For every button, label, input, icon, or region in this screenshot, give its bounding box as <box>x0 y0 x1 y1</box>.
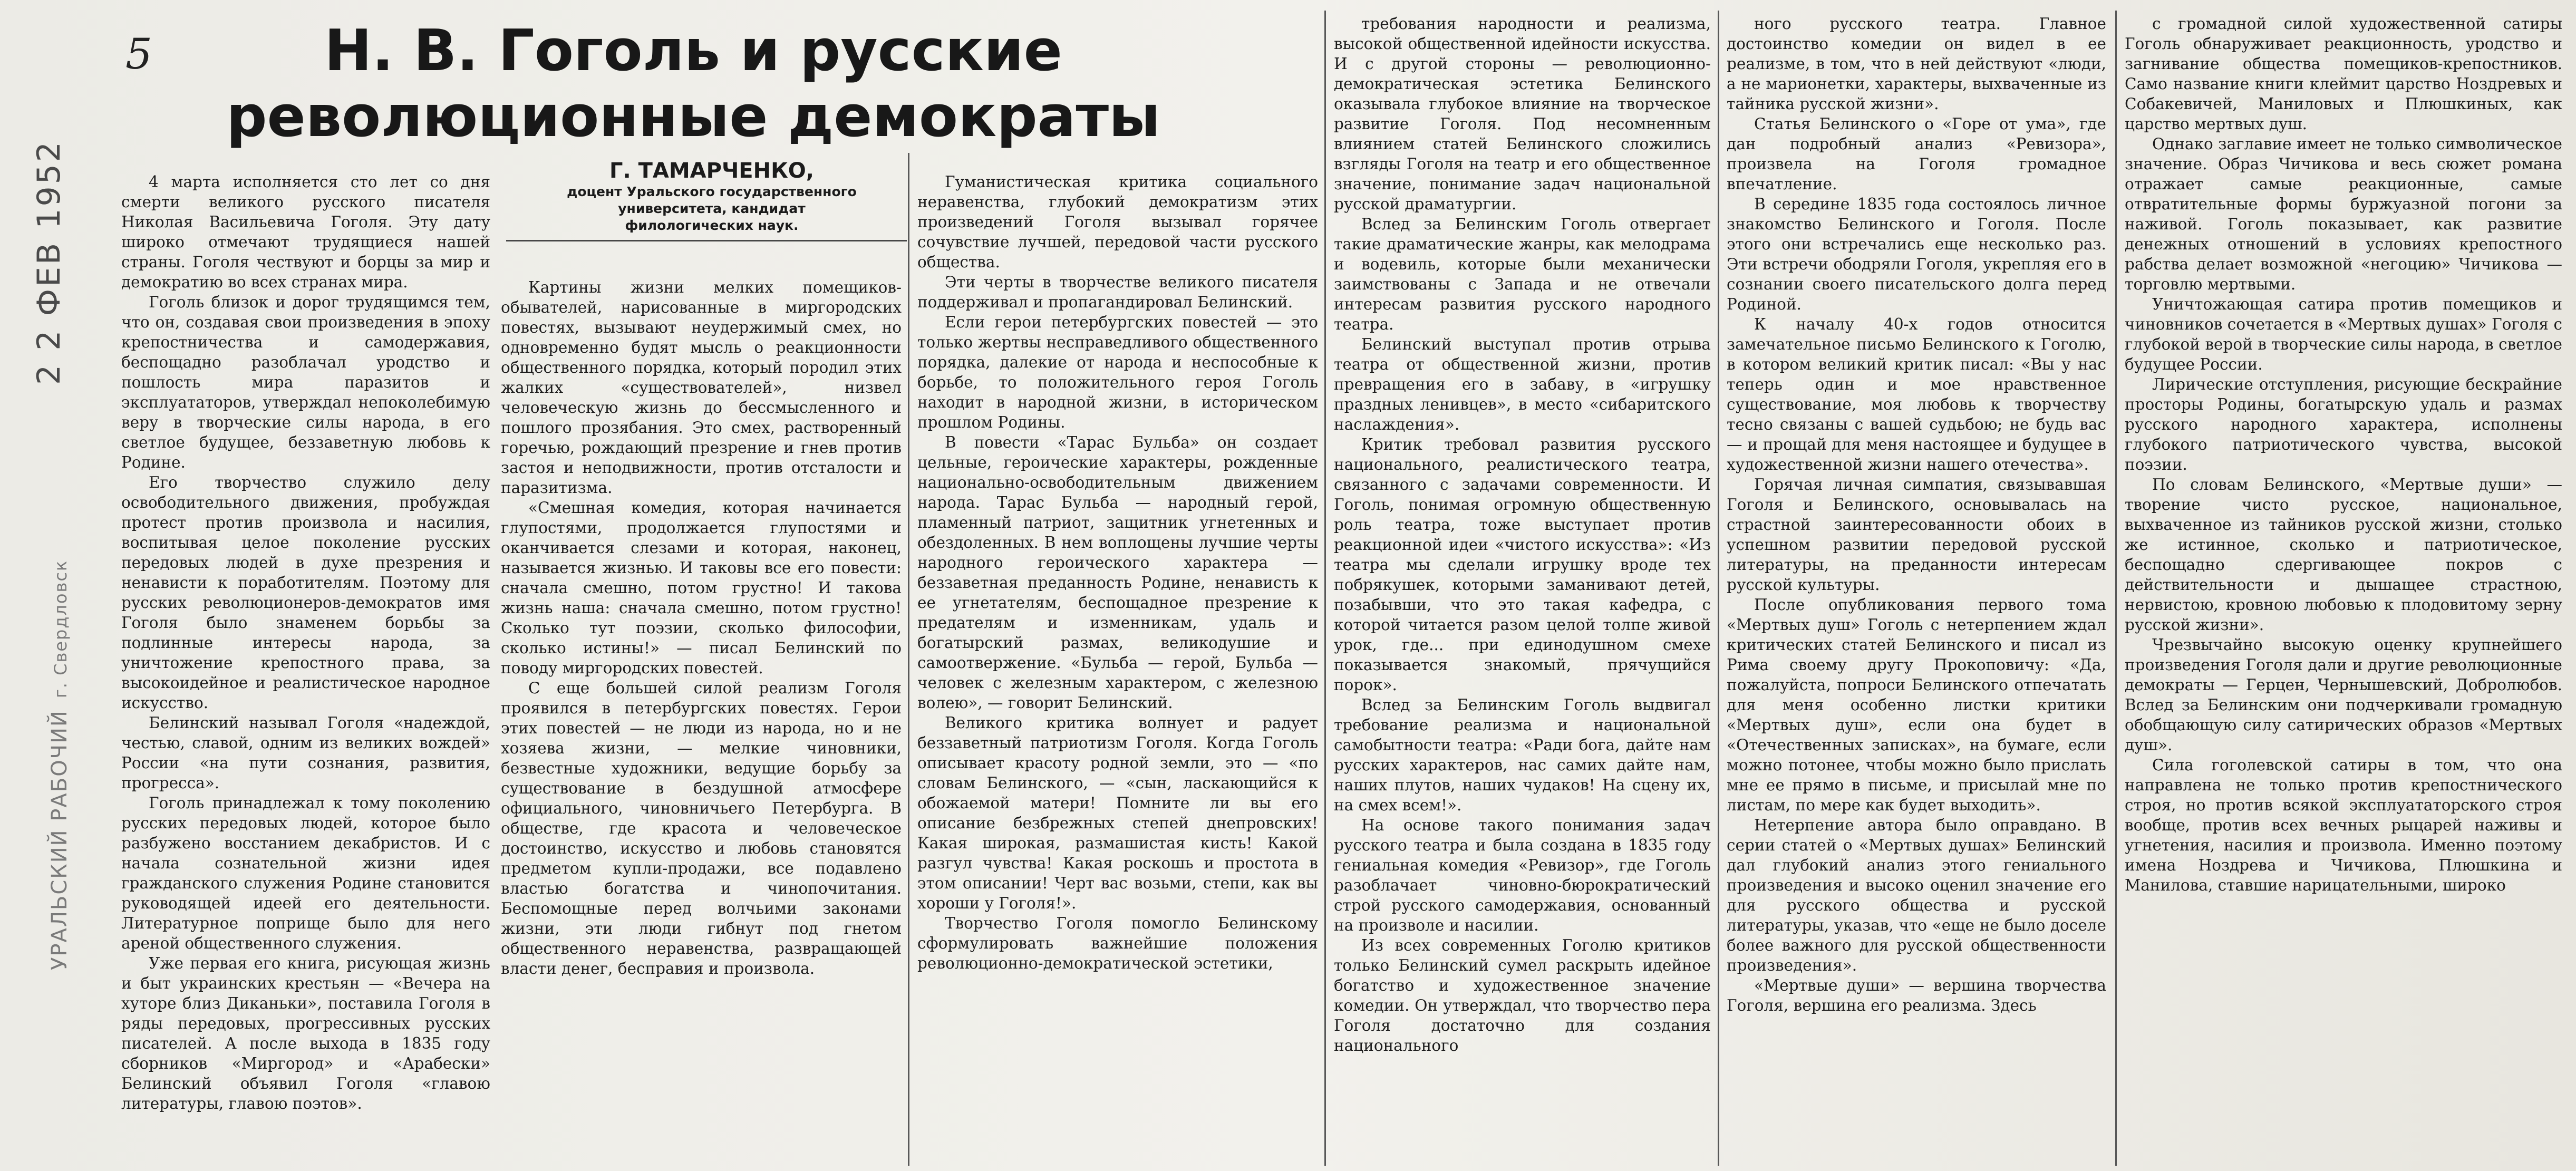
paragraph: Лирические отступления, рисующие бескрайние просторы Родины, богатырскую удаль и размах русского народного характера, исполнены глубокого патриотического чувства, высокой поэзии. <box>2125 375 2562 473</box>
paragraph: По словам Белинского, «Мертвые души» — творение чисто русское, национальное, выхваченное из тайников русской жизни, столько же истинное, сколько и патриотическое, беспощадно сдергивающее покров с действительности и дышащее страстною, нервистою, кровною любовью к плодовитому зерну русской жизни». <box>2125 476 2562 634</box>
paragraph: «Смешная комедия, которая начинается глупостями, продолжается глупостями и оканчивается слезами и которая, наконец, называется жизнью. И таковы все его повести: сначала смешно, потом грустно! И такова жизнь наша: сначала смешно, потом грустно! Сколько тут поэзии, сколько философии, сколько истины!» — писал Белинский по поводу миргородских повестей. <box>501 499 902 677</box>
paragraph: Вслед за Белинским Гоголь выдвигал требование реализма и национальной самобытности театра: «Ради бога, дайте нам русских характеров, нас самих дайте нам, наших плутов, наших чудаков! На сцену их, на смех всем!». <box>1334 696 1711 814</box>
paragraph: Нетерпение автора было оправдано. В серии статей о «Мертвых душах» Белинский дал глубокий анализ этого гениального произведения и высоко оценил значение его для русского общества и русской литературы, указав, что «еще не было доселе более важного для русской общественности произведения». <box>1727 816 2106 974</box>
paragraph: Творчество Гоголя помогло Белинскому сформулировать важнейшие положения революционно-демократической эстетики, <box>917 914 1318 972</box>
column-4 <box>1334 0 1711 1171</box>
handwritten-number: 5 <box>125 30 152 79</box>
paragraph: Гуманистическая критика социального неравенства, глубокий демократизм этих произведений Гоголя вызывал горячее сочувствие лучшей, передовой части русского общества. <box>917 173 1318 271</box>
paragraph: Горячая личная симпатия, связывавшая Гоголя и Белинского, основывалась на страстной заинтересованности обоих в успешном развитии передовой русской литературы, на преданности интересам русской культуры. <box>1727 476 2106 594</box>
paragraph: С еще большей силой реализм Гоголя проявился в петербургских повестях. Герои этих повестей — не люди из народа, но и не хозяева жизни, — мелкие чиновники, безвестные художники, ведущие борьбу за существование в бездушной атмосфере официального, чиновничьего Петербурга. В обществе, где красота и человеческое достоинство, искусство и любовь становятся предметом купли-продажи, все подавлено властью богатства и чинопочитания. Беспомощные перед волчьими законами жизни, эти люди гибнут под гнетом общественного неравенства, развращающей власти денег, бесправия и произвола. <box>501 679 902 978</box>
paragraph: Чрезвычайно высокую оценку крупнейшего произведения Гоголя дали и другие революционные демократы — Герцен, Чернышевский, Добролюбов. Вслед за Белинским они подчеркивали громадную обобщающую силу сатирических образов «Мертвых душ». <box>2125 636 2562 754</box>
paragraph: Белинский называл Гоголя «надеждой, честью, славой, одним из великих вождей» России «на пути сознания, развития, прогресса». <box>121 714 490 792</box>
paragraph: Вслед за Белинским Гоголь отвергает такие драматические жанры, как мелодрама и водевиль, которые были механически заимствованы с Запада и не отвечали интересам развития русского народного театра. <box>1334 215 1711 333</box>
paragraph: Однако заглавие имеет не только символическое значение. Образ Чичикова и весь сюжет романа отражает самые реакционные, самые отвратительные формы буржуазной погони за наживой. Гоголь показывает, как развитие денежных отношений в условиях крепостного рабства делает возможной «негоцию» Чичикова — торговлю мертвыми. <box>2125 135 2562 293</box>
paragraph: Белинский выступал против отрыва театра от общественной жизни, против превращения его в забаву, в «игрушку праздных ленивцев», в место «сибаритского наслаждения». <box>1334 335 1711 433</box>
column-2 <box>501 264 902 1171</box>
byline-rule <box>506 240 907 241</box>
byline <box>554 158 870 234</box>
headline-line-2: революционные демократы <box>226 84 1160 150</box>
paragraph: В середине 1835 года состоялось личное знакомство Белинского и Гоголя. После этого они встречались еще несколько раз. Эти встречи ободряли Гоголя, укрепляя его в сознании своего писательского долга перед Родиной. <box>1727 195 2106 313</box>
newspaper-city: г. Свердловск <box>51 559 71 699</box>
paragraph: требования народности и реализма, высокой общественной идейности искусства. И с другой стороны — революционно-демократическая эстетика Белинского оказывала глубокое влияние на творческое развитие Гоголя. Под несомненным влиянием статей Белинского сложились взгляды Гоголя на театр и его общественное значение, понимание задач национальной русской драматургии. <box>1334 15 1711 213</box>
column-rule <box>1324 11 1326 1166</box>
column-1 <box>121 158 490 1171</box>
paragraph: После опубликования первого тома «Мертвых душ» Гоголь с нетерпением ждал критических статей Белинского и писал из Рима своему другу Прокоповичу: «Да, пожалуйста, попроси Белинского отпечатать для меня особенно листки критики «Мертвых душ», если она будет в «Отечественных записках», на бумаге, если можно потонее, чтобы можно было прислать мне ее прямо в письме, и присылай мне по листам, по мере как будет выходить». <box>1727 596 2106 814</box>
newspaper-stamp <box>47 560 72 970</box>
paragraph: В повести «Тарас Бульба» он создает цельные, героические характеры, рожденные национально-освободительным движением народа. Тарас Бульба — народный герой, пламенный патриот, защитник угнетенных и обездоленных. В нем воплощены лучшие черты народного героического характера — беззаветная преданность Родине, ненависть к ее угнетателям, беспощадное презрение к предателям и изменникам, удаль и богатырский размах, великодушие и самоотвержение. «Бульба — герой, Бульба — человек с железным характером, с железною волею», — говорит Белинский. <box>917 433 1318 712</box>
paragraph: На основе такого понимания задач русского театра и была создана в 1835 году гениальная комедия «Ревизор», где Гоголь разоблачает чиновно-бюрократический строй русского самодержавия, основанный на произволе и насилии. <box>1334 816 1711 934</box>
paragraph: Гоголь принадлежал к тому поколению русских передовых людей, которое было разбужено восстанием декабристов. И с начала сознательной жизни идея гражданского служения Родине становится руководящей идеей его деятельности. Литературное поприще было для него ареной общественного служения. <box>121 794 490 952</box>
headline-line-1: Н. В. Гоголь и русские <box>324 18 1062 84</box>
paragraph: ного русского театра. Главное достоинство комедии он видел в ее реализме, в том, что в ней действуют «люди, а не марионетки, характеры, выхваченные из тайника русской жизни». <box>1727 15 2106 113</box>
paragraph: с громадной силой художественной сатиры Гоголь обнаруживает реакционность, уродство и загнивание общества помещиков-крепостников. Само название книги клеймит царство Ноздревых и Собакевичей, Маниловых и Плюшкиных, как царство мертвых душ. <box>2125 15 2562 133</box>
column-3 <box>917 158 1318 1171</box>
paragraph: Уничтожающая сатира против помещиков и чиновников сочетается в «Мертвых душах» Гоголя с глубокой верой в творческие силы народа, в светлое будущее России. <box>2125 295 2562 373</box>
date-stamp: 2 2 ФЕВ 1952 <box>31 140 67 385</box>
paragraph: Если герои петербургских повестей — это только жертвы несправедливого общественного порядка, далекие от народа и неспособные к борьбе, то положительного героя Гоголь находит в народной жизни, в историческом прошлом Родины. <box>917 313 1318 431</box>
column-6 <box>2125 0 2562 1171</box>
paragraph: Сила гоголевской сатиры в том, что она направлена не только против крепостнического строя, но против всякой эксплуататорского строя вообще, против всех вечных рыцарей наживы и угнетения, насилия и произвола. Именно поэтому имена Ноздрева и Чичикова, Плюшкина и Манилова, ставшие нарицательными, широко <box>2125 756 2562 894</box>
paragraph: Его творчество служило делу освободительного движения, пробуждая протест против произвола и насилия, воспитывая целое поколение русских передовых людей в духе презрения и ненависти к поработителям. Поэтому для русских революционеров-демократов имя Гоголя было знаменем борьбы за подлинные интересы народа, за уничтожение крепостного права, за высокоидейное и реалистическое народное искусство. <box>121 473 490 712</box>
column-rule <box>2115 11 2117 1166</box>
column-rule <box>1718 11 1719 1166</box>
paragraph: 4 марта исполняется сто лет со дня смерти великого русского писателя Николая Васильевича Гоголя. Эту дату широко отмечают трудящиеся нашей страны. Гоголя чествуют и борцы за мир и демократию во всех странах мира. <box>121 173 490 291</box>
paragraph: Гоголь близок и дорог трудящимся тем, что он, создавая свои произведения в эпоху крепостничества и самодержавия, беспощадно разоблачал уродство и пошлость мира паразитов и эксплуататоров, утверждал непоколебимую веру в творческие силы народа, в его светлое будущее, беззаветную любовь к Родине. <box>121 293 490 471</box>
author-credentials: доцент Уральского государственного университета, кандидат филологических наук. <box>567 184 857 233</box>
article-headline <box>174 18 1213 150</box>
paragraph: Картины жизни мелких помещиков-обывателей, нарисованные в миргородских повестях, вызывают неудержимый смех, но одновременно будят мысль о реакционности общественного порядка, который породил этих жалких «существователей», низвел человеческую жизнь до бессмысленного и пошлого прозябания. Это смех, растворенный горечью, рождающий презрение и гнев против застоя и неподвижности, против отсталости и паразитизма. <box>501 278 902 497</box>
newspaper-name: УРАЛЬСКИЙ РАБОЧИЙ <box>47 710 72 970</box>
paragraph: Статья Белинского о «Горе от ума», где дан подробный анализ «Ревизора», произвела на Гоголя громадное впечатление. <box>1727 115 2106 193</box>
paragraph: Эти черты в творчестве великого писателя поддерживал и пропагандировал Белинский. <box>917 273 1318 311</box>
paragraph: К началу 40-х годов относится замечательное письмо Белинского к Гоголю, в котором великий критик писал: «Вы у нас теперь один и мое нравственное существование, моя любовь к творчеству тесно связаны с вашей судьбою; не будь вас — и прощай для меня настоящее и будущее в художественной жизни нашего отечества». <box>1727 315 2106 473</box>
paragraph: Великого критика волнует и радует беззаветный патриотизм Гоголя. Когда Гоголь описывает красоту родной земли, это — «по словам Белинского, — «сын, ласкающийся к обожаемой матери! Помните ли вы его описание безбрежных степей днепровских! Какая широкая, размашистая кисть! Какой разгул чувства! Какая роскошь и простота в этом описании! Черт вас возьми, степи, как вы хороши у Гоголя!». <box>917 714 1318 912</box>
column-rule <box>908 153 909 1166</box>
paragraph: «Мертвые души» — вершина творчества Гоголя, вершина его реализма. Здесь <box>1727 976 2106 1014</box>
column-5 <box>1727 0 2106 1171</box>
paragraph: Уже первая его книга, рисующая жизнь и быт украинских крестьян — «Вечера на хуторе близ Диканьки», поставила Гоголя в ряды передовых, прогрессивных русских писателей. А после выхода в 1835 году сборников «Миргород» и «Арабески» Белинский объявил Гоголя «главою литературы, главою поэтов». <box>121 954 490 1112</box>
paragraph: Из всех современных Гоголю критиков только Белинский сумел раскрыть идейное богатство и художественное значение комедии. Он утверждал, что творчество пера Гоголя достаточно для создания национального <box>1334 936 1711 1054</box>
paragraph: Критик требовал развития русского национального, реалистического театра, связанного с задачами современности. И Гоголь, понимая огромную общественную роль театра, тоже выступает против реакционной идеи «чистого искусства»: «Из театра мы сделали игрушку вроде тех побрякушек, которыми заманивают детей, позабывши, что это такая кафедра, с которой читается разом целой толпе живой урок, где... при единодушном смехе показывается знакомый, прячущийся порок». <box>1334 436 1711 694</box>
author-name: Г. ТАМАРЧЕНКО, <box>609 159 814 183</box>
